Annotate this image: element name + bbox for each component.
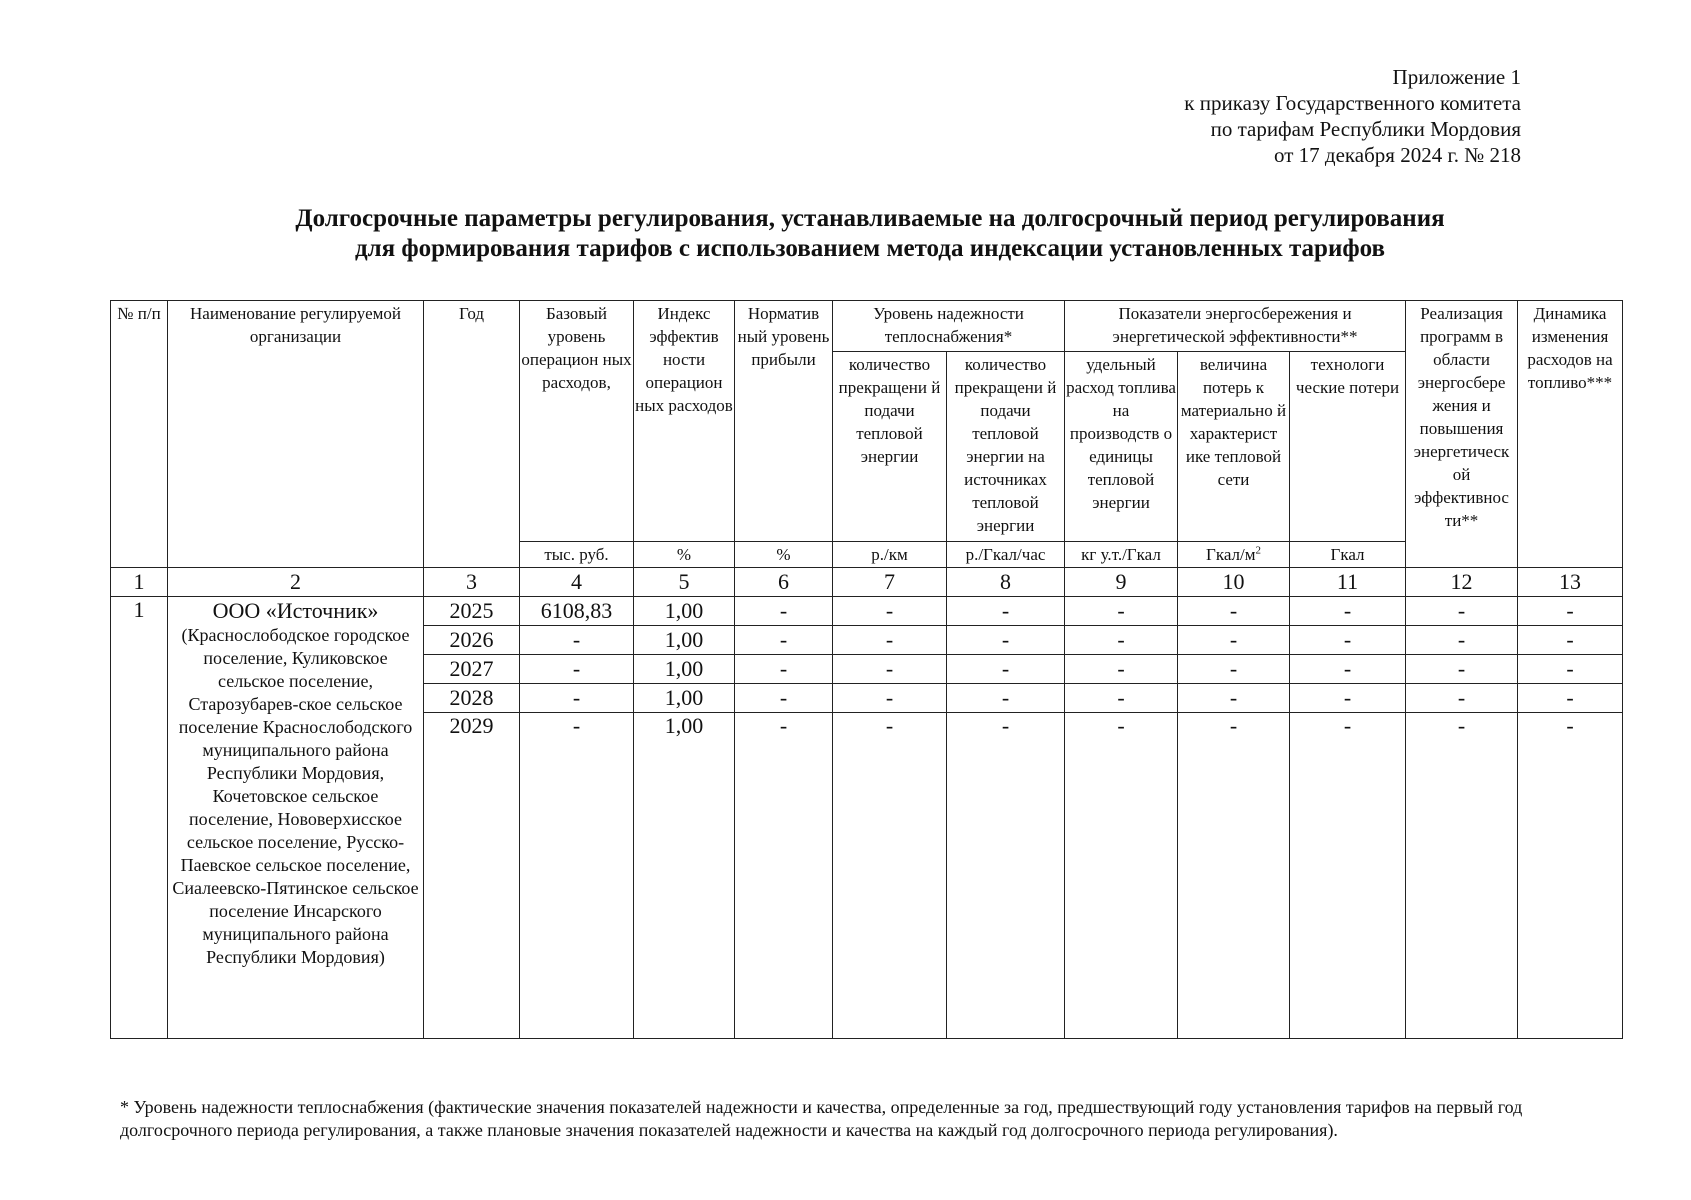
cell-year: 2026 [424, 626, 520, 655]
header-reliability-sub-1: количество прекращени й подачи тепловой энергии [833, 352, 947, 542]
cell-en-3: - [1290, 655, 1406, 684]
cell-en-2: - [1178, 626, 1290, 655]
header-energy-efficiency: Показатели энергосбережения и энергетической эффективности** [1065, 301, 1406, 352]
parameters-table [110, 300, 1623, 1039]
cell-year: 2027 [424, 655, 520, 684]
title-line-1: Долгосрочные параметры регулирования, устанавливаемые на долгосрочный период регулирования [295, 205, 1445, 232]
cell-index: 1,00 [634, 626, 735, 655]
appendix-line-1: Приложение 1 [1392, 65, 1521, 89]
cell-rel-2: - [947, 597, 1065, 626]
cell-profit: - [735, 626, 833, 655]
organization-details: (Краснослободское городское поселение, Куликовское сельское поселение, Старозубарев-ское сельское поселение Краснослободского муниципального района Республики Мордовия, Кочетовское сельское поселение, Нововерхисское сельское поселение, Русско-Паевское сельское поселение, Сиалеевско-Пятинское сельское поселение Инсарского муниципального района Республики Мордовия) [172, 625, 419, 967]
cell-index: 1,00 [634, 684, 735, 713]
cell-en-2: - [1178, 684, 1290, 713]
unit-en-2-sup: 2 [1255, 544, 1261, 557]
unit-en-2 [1178, 542, 1290, 568]
cell-en-1: - [1065, 713, 1178, 1039]
colnum-4: 4 [520, 568, 634, 597]
unit-index: % [634, 542, 735, 568]
appendix-line-2: к приказу Государственного комитета [1184, 91, 1521, 115]
cell-en-3: - [1290, 626, 1406, 655]
header-energy-sub-1: удельный расход топлива на производств о единицы тепловой энергии [1065, 352, 1178, 542]
appendix-line-4: от 17 декабря 2024 г. № 218 [1274, 143, 1521, 167]
cell-en-2: - [1178, 655, 1290, 684]
cell-year: 2029 [424, 713, 520, 1039]
cell-dynamics: - [1518, 626, 1623, 655]
cell-programs: - [1406, 713, 1518, 1039]
header-fuel-dynamics: Динамика изменения расходов на топливо*** [1518, 301, 1623, 568]
colnum-12: 12 [1406, 568, 1518, 597]
cell-base: 6108,83 [520, 597, 634, 626]
title-line-2: для формирования тарифов с использованием метода индексации установленных тарифов [354, 235, 1386, 262]
column-numbers-row [111, 568, 1623, 597]
header-reliability-sub-2: количество прекращени й подачи тепловой энергии на источниках тепловой энергии [947, 352, 1065, 542]
header-energy-sub-2: величина потерь к материально й характерист ике тепловой сети [1178, 352, 1290, 542]
cell-programs: - [1406, 626, 1518, 655]
cell-en-3: - [1290, 713, 1406, 1039]
unit-base: тыс. руб. [520, 542, 634, 568]
cell-en-1: - [1065, 626, 1178, 655]
cell-dynamics: - [1518, 597, 1623, 626]
organization-cell [168, 597, 424, 1039]
cell-en-2: - [1178, 713, 1290, 1039]
cell-profit: - [735, 713, 833, 1039]
cell-year: 2025 [424, 597, 520, 626]
header-num: № п/п [111, 301, 168, 568]
cell-rel-2: - [947, 655, 1065, 684]
unit-rel-2: р./Гкал/час [947, 542, 1065, 568]
colnum-7: 7 [833, 568, 947, 597]
header-row-1 [111, 301, 1623, 352]
row-number: 1 [111, 597, 168, 1039]
cell-base: - [520, 713, 634, 1039]
unit-en-2-base: Гкал/м [1206, 545, 1256, 564]
document-title [110, 204, 1630, 264]
cell-en-3: - [1290, 684, 1406, 713]
cell-profit: - [735, 655, 833, 684]
cell-profit: - [735, 684, 833, 713]
footnote: * Уровень надежности теплоснабжения (фактические значения показателей надежности и качества, определенные за год, предшествующий году установления тарифов на первый год долгосрочного периода регулирования, а также плановые значения показателей надежности и качества на каждый год долгосрочного периода регулирования). [120, 1097, 1523, 1140]
table-row [111, 597, 1623, 626]
cell-rel-2: - [947, 713, 1065, 1039]
cell-rel-2: - [947, 626, 1065, 655]
colnum-10: 10 [1178, 568, 1290, 597]
cell-en-1: - [1065, 655, 1178, 684]
appendix-line-3: по тарифам Республики Мордовия [1210, 117, 1521, 141]
cell-programs: - [1406, 597, 1518, 626]
cell-dynamics: - [1518, 655, 1623, 684]
cell-rel-1: - [833, 597, 947, 626]
cell-rel-1: - [833, 655, 947, 684]
cell-programs: - [1406, 684, 1518, 713]
header-year: Год [424, 301, 520, 568]
cell-dynamics: - [1518, 684, 1623, 713]
cell-programs: - [1406, 655, 1518, 684]
header-base-cost: Базовый уровень операцион ных расходов, [520, 301, 634, 542]
cell-rel-1: - [833, 684, 947, 713]
colnum-11: 11 [1290, 568, 1406, 597]
cell-en-1: - [1065, 684, 1178, 713]
appendix-header [1184, 64, 1521, 168]
cell-profit: - [735, 597, 833, 626]
header-energy-sub-3: технологи ческие потери [1290, 352, 1406, 542]
cell-base: - [520, 655, 634, 684]
header-programs: Реализация программ в области энергосбере жения и повышения энергетическ ой эффективнос ти** [1406, 301, 1518, 568]
cell-en-1: - [1065, 597, 1178, 626]
colnum-1: 1 [111, 568, 168, 597]
colnum-13: 13 [1518, 568, 1623, 597]
colnum-5: 5 [634, 568, 735, 597]
cell-base: - [520, 626, 634, 655]
cell-rel-1: - [833, 626, 947, 655]
unit-en-1: кг у.т./Гкал [1065, 542, 1178, 568]
cell-index: 1,00 [634, 597, 735, 626]
cell-year: 2028 [424, 684, 520, 713]
colnum-8: 8 [947, 568, 1065, 597]
cell-index: 1,00 [634, 713, 735, 1039]
colnum-3: 3 [424, 568, 520, 597]
unit-rel-1: р./км [833, 542, 947, 568]
cell-base: - [520, 684, 634, 713]
header-efficiency-index: Индекс эффектив ности операцион ных расходов [634, 301, 735, 542]
cell-rel-1: - [833, 713, 947, 1039]
header-reliability: Уровень надежности теплоснабжения* [833, 301, 1065, 352]
cell-dynamics: - [1518, 713, 1623, 1039]
cell-en-2: - [1178, 597, 1290, 626]
unit-en-3: Гкал [1290, 542, 1406, 568]
cell-en-3: - [1290, 597, 1406, 626]
unit-profit: % [735, 542, 833, 568]
header-profit-level: Норматив ный уровень прибыли [735, 301, 833, 542]
cell-rel-2: - [947, 684, 1065, 713]
header-org: Наименование регулируемой организации [168, 301, 424, 568]
colnum-9: 9 [1065, 568, 1178, 597]
colnum-2: 2 [168, 568, 424, 597]
colnum-6: 6 [735, 568, 833, 597]
cell-index: 1,00 [634, 655, 735, 684]
organization-name: ООО «Источник» [212, 598, 379, 623]
